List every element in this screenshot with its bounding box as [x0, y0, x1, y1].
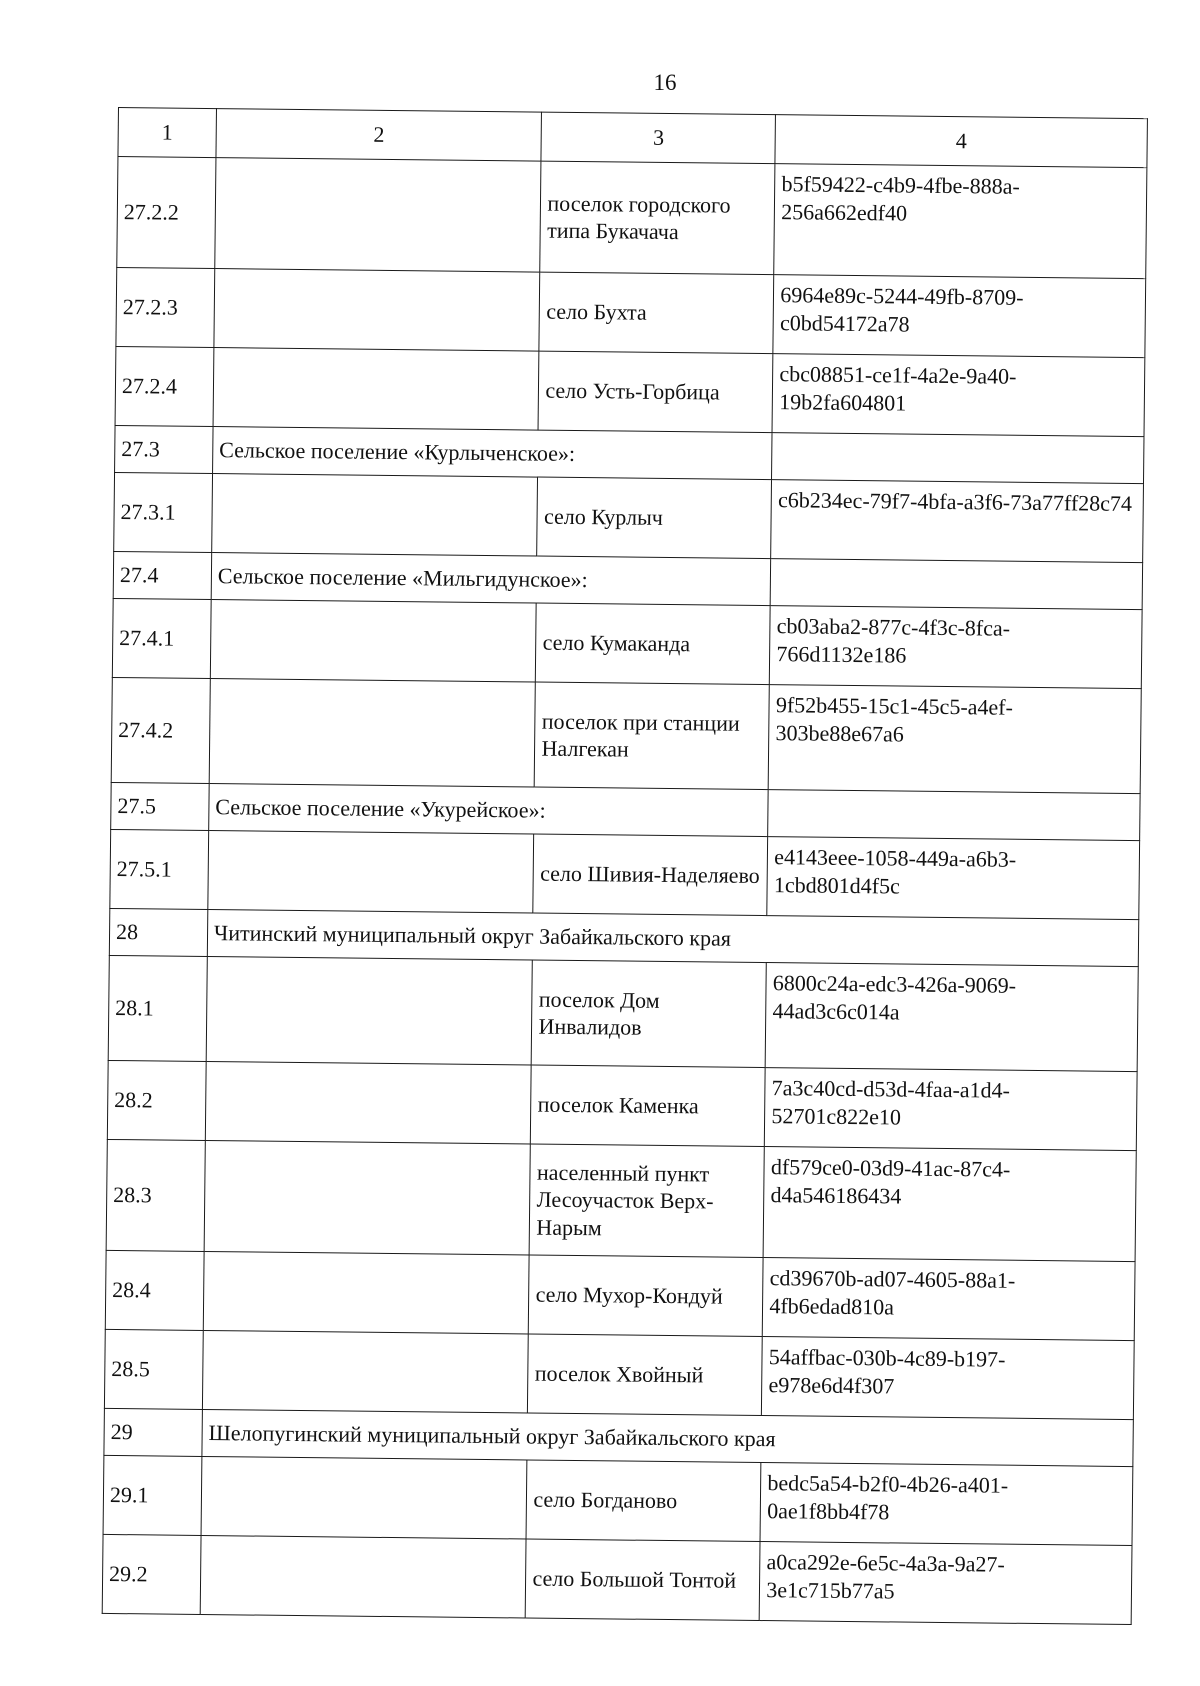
district-title: Читинский муниципальный округ Забайкальского края	[207, 910, 1139, 967]
row-empty-cell	[772, 433, 1144, 484]
row-number: 27.2.4	[115, 346, 214, 426]
page-number: 16	[653, 70, 677, 95]
row-empty-cell	[214, 269, 540, 352]
row-number: 28.4	[105, 1250, 204, 1330]
table-body	[102, 108, 1147, 1625]
row-number: 27.4.2	[111, 677, 210, 783]
settlement-code: df579ce0-03d9-41ac-87c4-d4a546186434	[763, 1147, 1136, 1262]
settlement-name: поселок Хвойный	[528, 1334, 763, 1416]
row-number: 28.5	[104, 1329, 203, 1409]
settlement-code: a0ca292e-6e5c-4a3a-9a27-3e1c715b77a5	[759, 1542, 1132, 1625]
row-empty-cell	[200, 1535, 526, 1618]
row-empty-cell	[208, 831, 534, 914]
row-number: 27.5	[111, 782, 209, 830]
row-number: 28.3	[106, 1139, 205, 1251]
header-col-1: 1	[118, 108, 216, 158]
row-number: 28.2	[107, 1060, 206, 1140]
row-number: 27.2.3	[116, 267, 215, 347]
table-row	[105, 1250, 1135, 1340]
row-empty-cell	[212, 474, 538, 557]
table-row	[103, 1455, 1133, 1545]
settlement-code: c6b234ec-79f7-4bfa-a3f6-73a77ff28c74	[771, 480, 1144, 563]
row-number: 29.1	[103, 1455, 202, 1535]
table-row	[102, 1534, 1132, 1624]
row-number: 28.1	[108, 955, 207, 1061]
table-row	[116, 267, 1146, 357]
row-number: 27.3.1	[114, 472, 213, 552]
settlement-code: cbc08851-ce1f-4a2e-9a40-19b2fa604801	[772, 354, 1145, 437]
settlement-name: поселок Каменка	[531, 1065, 766, 1147]
table-row	[108, 955, 1138, 1071]
row-empty-cell	[205, 1062, 531, 1145]
settlement-name: населенный пункт Лесоучасток Верх-Нарым	[530, 1144, 765, 1258]
settlement-name: поселок при станции Налгекан	[535, 682, 770, 790]
row-empty-cell	[215, 158, 542, 273]
row-number: 27.4	[113, 551, 211, 599]
row-empty-cell	[768, 790, 1140, 841]
row-empty-cell	[213, 348, 539, 431]
table-row	[115, 346, 1145, 436]
row-empty-cell	[202, 1330, 528, 1413]
row-number: 29	[104, 1408, 202, 1456]
settlement-code: 9f52b455-15c1-45c5-a4ef-303be88e67a6	[768, 685, 1141, 794]
settlement-name: поселок Дом Инвалидов	[532, 960, 767, 1068]
settlement-name: село Богданово	[527, 1460, 762, 1542]
table-row	[111, 677, 1141, 793]
settlement-name: село Курлыч	[537, 477, 772, 559]
row-number: 29.2	[102, 1534, 201, 1614]
row-number: 27.2.2	[117, 157, 216, 269]
settlement-name: село Усть-Горбица	[539, 351, 774, 433]
table-row	[106, 1139, 1136, 1261]
settlement-name: село Кумаканда	[536, 603, 771, 685]
section-title: Сельское поселение «Мильгидунское»:	[211, 553, 771, 606]
row-empty-cell	[201, 1456, 527, 1539]
document-table-wrapper	[102, 107, 1148, 1625]
row-number: 27.3	[115, 425, 213, 473]
table-row	[112, 598, 1142, 688]
header-col-3: 3	[541, 112, 775, 164]
row-empty-cell	[770, 559, 1142, 610]
table-row	[110, 829, 1140, 919]
row-empty-cell	[210, 600, 536, 683]
row-number: 27.5.1	[110, 829, 209, 909]
settlement-code: 7a3c40cd-d53d-4faa-a1d4-52701c822e10	[765, 1068, 1138, 1151]
row-empty-cell	[203, 1251, 529, 1334]
settlement-code: 6964e89c-5244-49fb-8709-c0bd54172a78	[773, 275, 1146, 358]
settlement-code: b5f59422-c4b9-4fbe-888a-256a662edf40	[774, 164, 1147, 279]
settlement-code: bedc5a54-b2f0-4b26-a401-0ae1f8bb4f78	[760, 1463, 1133, 1546]
row-empty-cell	[206, 957, 533, 1066]
settlements-table	[102, 107, 1148, 1625]
settlement-code: cb03aba2-877c-4f3c-8fca-766d1132e186	[770, 606, 1143, 689]
row-empty-cell	[209, 679, 536, 788]
settlement-code: e4143eee-1058-449a-a6b3-1cbd801d4f5c	[767, 837, 1140, 920]
section-title: Сельское поселение «Курлыченское»:	[212, 427, 772, 480]
settlement-name: село Мухор-Кондуй	[529, 1255, 764, 1337]
settlement-name: село Большой Тонтой	[526, 1539, 761, 1621]
settlement-code: cd39670b-ad07-4605-88a1-4fb6edad810a	[763, 1258, 1136, 1341]
settlement-name: село Бухта	[539, 272, 774, 354]
settlement-code: 6800c24a-edc3-426a-9069-44ad3c6c014a	[765, 963, 1138, 1072]
header-col-2: 2	[216, 109, 542, 162]
table-row	[104, 1329, 1134, 1419]
table-row	[107, 1060, 1137, 1150]
table-row	[117, 157, 1147, 279]
table-row	[114, 472, 1144, 562]
row-number: 28	[109, 908, 207, 956]
district-title: Шелопугинский муниципальный округ Забайкальского края	[202, 1409, 1134, 1466]
row-number: 27.4.1	[112, 598, 211, 678]
row-empty-cell	[204, 1141, 531, 1256]
section-title: Сельское поселение «Укурейское»:	[209, 784, 769, 837]
settlement-code: 54affbac-030b-4c89-b197-e978e6d4f307	[762, 1337, 1135, 1420]
settlement-name: село Шивия-Наделяево	[533, 834, 768, 916]
header-col-4: 4	[775, 115, 1147, 168]
settlement-name: поселок городского типа Букачача	[540, 161, 775, 275]
